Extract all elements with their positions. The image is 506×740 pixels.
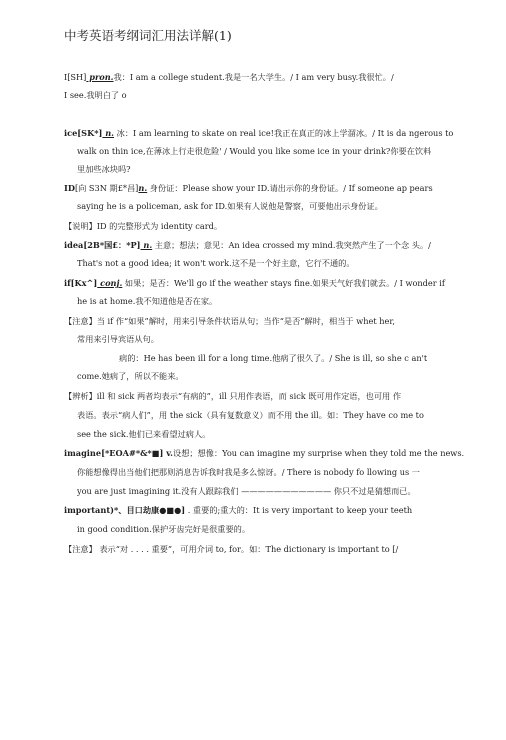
definition-text: 病的：He has been ill for a long time.他病了很久了。/ She is ill, so she c an't xyxy=(119,353,428,363)
definition-text: you are just imagining it.没有人跟踪我们 ——————————— 你只不过是猜想而已。 xyxy=(77,486,416,496)
entry-ice-line-2 xyxy=(77,145,431,157)
definition-text: 身份证：Please show your ID.请出示你的身份证。/ If someone ap pears xyxy=(147,183,433,193)
definition-text: 你能想像得出当他们把那则消息告诉我时我是多么惊讶。/ There is nobody fo llowing us 一 xyxy=(77,467,420,477)
entry-important-line-1 xyxy=(64,504,412,516)
definition-text: he is at home.我不知道他是否在家。 xyxy=(77,296,218,306)
entry-id-line-1 xyxy=(64,182,433,194)
definition-text: 冰：I am learning to skate on real ice!我正在真正的冰上学溜冰。/ It is da ngerous to xyxy=(114,128,454,138)
entry-ice-line-1 xyxy=(64,127,453,139)
entry-ice-line-3 xyxy=(77,163,131,175)
entry-if-line-2 xyxy=(77,295,217,307)
headword: ice[SK*] xyxy=(64,128,103,138)
definition-text: 如果；是否：We'll go if the weather stays fine.如果天气好我们就去。/ I wonder if xyxy=(122,278,445,288)
entry-ill-note-1 xyxy=(64,390,401,402)
definition-text: . 重要的;重大的：It is very important to keep your teeth xyxy=(185,505,413,515)
part-of-speech: conj. xyxy=(97,278,123,288)
definition-text: I see.我明白了 o xyxy=(64,90,127,100)
note-text: 【说明】ID 的完整形式为 identity card。 xyxy=(64,221,223,231)
entry-if-note-1 xyxy=(64,315,395,327)
note-text: see the sick.他们已来看望过病人。 xyxy=(77,429,211,439)
definition-text: That's not a good idea; it won't work.这不是一个好主意，它行不通的。 xyxy=(77,258,355,268)
note-text: 表语。表示“病人们”，用 the sick（具有复数意义）而不用 the ill。如：They have co me to xyxy=(77,410,424,420)
entry-if-line-1 xyxy=(64,277,445,289)
headword: ID xyxy=(64,183,75,193)
note-text: 【辨析】ill 和 sick 两者均表示“有病的”，ill 只用作表语，而 sick 既可用作定语，也可用 作 xyxy=(64,391,402,401)
entry-id-line-2 xyxy=(77,200,383,212)
entry-imagine-line-1 xyxy=(64,447,464,459)
headword: idea[2B*国£：*P] xyxy=(64,240,141,250)
definition-text: 我：I am a college student.我是一名大学生。/ I am very busy.我很忙。/ xyxy=(113,72,394,82)
definition-text: in good condition.保护牙齿完好是很重要的。 xyxy=(77,524,251,534)
entry-imagine-line-3 xyxy=(77,485,416,497)
entry-imagine-line-2 xyxy=(77,466,420,478)
definition-text: come.她病了，所以不能来。 xyxy=(77,371,184,381)
phonetic: [向 S3N 期£*昌] xyxy=(74,183,139,193)
definition-text: 里加些冰块吗? xyxy=(77,164,131,174)
headword: if[Kx^] xyxy=(64,278,98,288)
note-text: 【注意】当 if 作“如果”解时，用来引导条件状语从句；当作“是否”解时，相当于 whet her, xyxy=(64,316,395,326)
entry-important-note xyxy=(64,543,398,555)
entry-i-line-2 xyxy=(64,89,127,101)
definition-text: 主意；想法；意见：An idea crossed my mind.我突然产生了一个念 头。/ xyxy=(152,240,431,250)
definition-text: 设想；想像：You can imagine my surprise when they told me the news. xyxy=(173,448,465,458)
entry-idea-line-1 xyxy=(64,239,431,251)
headword: I[SH] xyxy=(64,72,87,82)
entry-ill-line-2 xyxy=(77,370,184,382)
headword: imagine[*EOA#*&*■] xyxy=(64,448,164,458)
entry-ill-note-2 xyxy=(77,409,424,421)
part-of-speech: n. xyxy=(140,240,153,250)
part-of-speech: n. xyxy=(138,183,148,193)
entry-ill-note-3 xyxy=(77,428,210,440)
document-title: 中考英语考纲词汇用法详解(1) xyxy=(64,28,232,43)
part-of-speech: n. xyxy=(102,128,115,138)
entry-important-line-2 xyxy=(77,523,250,535)
note-text: 【注意】 表示“对 . . . . 重要”，可用介词 to, for。如：The dictionary is important to [/ xyxy=(64,544,399,554)
entry-id-note xyxy=(64,220,222,232)
definition-text: walk on thin ice,在薄冰上行走很危险' / Would you like some ice in your drink?你要在饮料 xyxy=(77,146,432,156)
entry-i-line-1 xyxy=(64,71,394,83)
entry-ill-line-1 xyxy=(119,352,427,364)
entry-idea-line-2 xyxy=(77,257,355,269)
entry-if-note-2 xyxy=(77,333,159,345)
note-text: 常用来引导宾语从句。 xyxy=(77,334,159,344)
definition-text: saying he is a policeman, ask for ID.如果有人说他是警察，可要他出示身份证。 xyxy=(77,201,383,211)
part-of-speech: pron. xyxy=(86,72,114,82)
part-of-speech: v. xyxy=(163,448,174,458)
headword: important)*、目口劫康●■●] xyxy=(64,505,186,515)
